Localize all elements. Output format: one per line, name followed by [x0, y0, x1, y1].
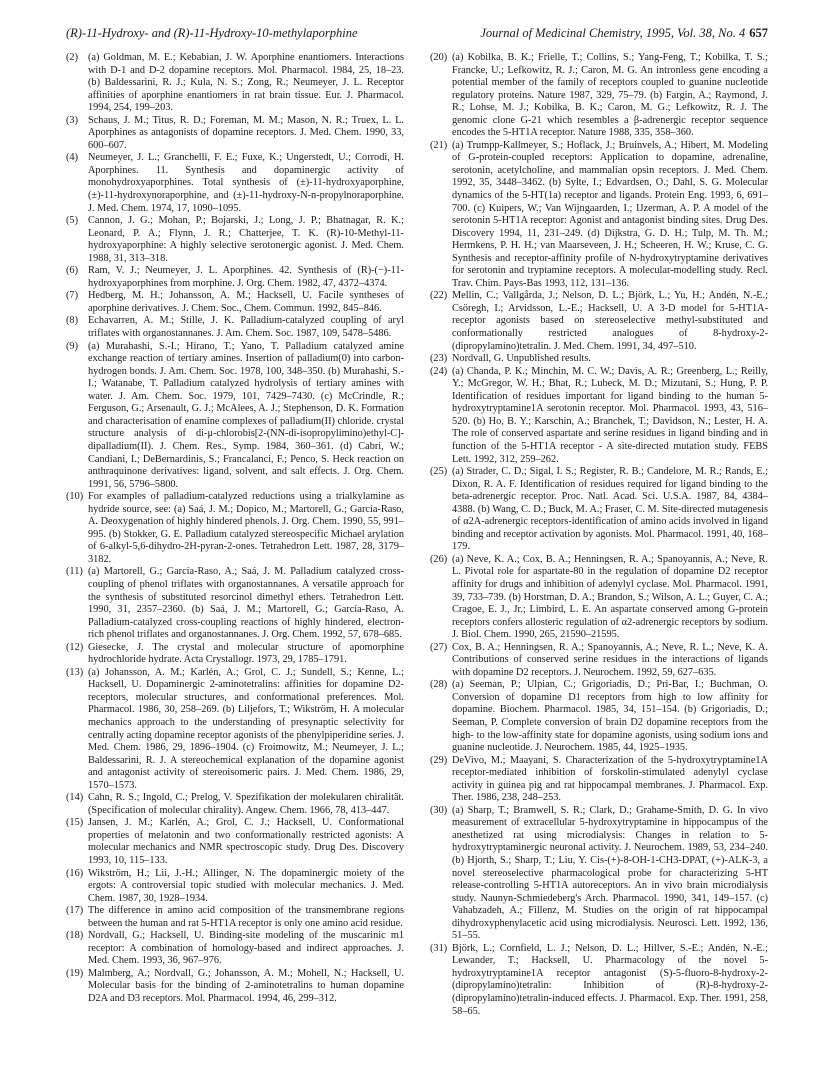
reference-number: (3): [66, 114, 79, 126]
reference-text: (a) Strader, C. D.; Sigal, I. S.; Register, R. B.; Candelore, M. R.; Rands, E.; Dixon, R. A. F. Identification of residues required for ligand binding to the beta-adrenergic receptor. Proc. Natl. Acad. Sci. U.S.A. 1987, 84, 4384–4388. (b) Wang, C. D.; Buck, M. A.; Fraser, C. M. Site-directed mutagenesis of α2A-adrenergic receptors-identification of amino acids involved in ligand binding and receptor activation by agonists. Mol. Pharmacol. 1991, 40, 168–179.: [452, 466, 769, 553]
reference-item: [66, 152, 404, 215]
page-number: 657: [749, 26, 768, 40]
reference-number: (4): [66, 152, 79, 164]
reference-item: [66, 642, 404, 667]
reference-text: Cannon, J. G.; Mohan, P.; Bojarski, J.; Long, J. P.; Bhatnagar, R. K.; Leonard, P. A.; Flynn, J. R.; Chatterjee, T. K. (R)-10-Methyl-11-hydroxyaporphine: A highly selective serotonergic agonist. J. Med. Chem. 1988, 31, 313–318.: [88, 215, 404, 264]
reference-item: [66, 905, 404, 930]
reference-item: [66, 315, 404, 340]
reference-item: [430, 805, 768, 943]
reference-number: (31): [430, 942, 448, 954]
reference-item: [430, 466, 768, 554]
reference-number: (6): [66, 265, 79, 277]
reference-item: [66, 52, 404, 115]
reference-text: (a) Martorell, G.; García-Raso, A.; Saá, J. M. Palladium catalyzed cross-coupling of phenol triflates with organostannanes. A versatile approach for the synthesis of substituted resorcinol dimethyl ethers. Tetrahedron Lett. 1990, 31, 2357–2360. (b) Saá, J. M.; Martorell, G.; García-Raso, A. Palladium-catalyzed cross-coupling reactions of highly hindered, electron-rich phenol triflates and organostannanes. J. Org. Chem. 1992, 57, 678–685.: [88, 566, 404, 641]
reference-text: Ram, V. J.; Neumeyer, J. L. Aporphines. 42. Synthesis of (R)-(−)-11-hydroxyaporphines from morphine. J. Org. Chem. 1982, 47, 4372–4374.: [88, 265, 404, 289]
left-reference-column: [66, 52, 404, 1006]
reference-item: [430, 290, 768, 353]
reference-number: (11): [66, 566, 83, 578]
reference-number: (2): [66, 52, 79, 63]
reference-number: (29): [430, 754, 448, 766]
reference-item: [430, 755, 768, 805]
reference-item: [430, 140, 768, 291]
reference-item: [66, 667, 404, 792]
right-reference-column: [430, 52, 768, 1018]
reference-text: (a) Murahashi, S.-I.; Hirano, T.; Yano, T. Palladium catalyzed amine exchange reaction of tertiary amines. Insertion of palladium(0) into carbon-hydrogen bonds. J. Am. Chem. Soc. 1978, 100, 348–350. (b) Murahashi, S.-I.; Watanabe, T. Palladium catalyzed hydrolysis of tertiary amines with water. J. Am. Chem. Soc. 1979, 101, 7429–7430. (c) McCrindle, R.; Ferguson, G.; Arsenault, G. J.; McAlees, A. J.; Stephenson, D. K. Formation and characterisation of enamine complexes of palladium(II) chloride. crystal structure analysis of di-μ-chlorobis[2-(NN-di-isopropylimino)ethyl-C]-dipalladium(II). J. Chem. Res., Symp. 1984, 360–361. (d) Cabri, W.; Candiani, I.; DeBernardinis, S.; Francalanci, F.; Penco, S. Heck reaction on anthraquinone derivatives: ligand, solvent, and salt effects. J. Org. Chem. 1991, 56, 5796–5800.: [88, 340, 404, 490]
reference-item: [430, 554, 768, 642]
reference-number: (18): [66, 930, 84, 942]
reference-number: (22): [430, 290, 448, 302]
reference-text: (a) Johansson, A. M.; Karlén, A.; Grol, C. J.; Sundell, S.; Kenne, L.; Hacksell, U. Dopaminergic 2-aminotetralins: affinities for dopamine D2-receptors, molecular structures, and conformational preferences. Mol. Pharmacol. 1986, 30, 258–269. (b) Liljefors, T.; Wikström, H. A molecular mechanics approach to the understanding of presynaptic selectivity for centrally acting dopamine receptor agonists of the phenylpiperidine series. J. Med. Chem. 1986, 29, 1896–1904. (c) Froimowitz, M.; Neumeyer, J. L.; Baldessarini, R. J. A stereochemical explanation of the dopamine agonist and antagonist activity of stereoisomeric pairs. J. Med. Chem. 1986, 29, 1570–1573.: [88, 666, 404, 791]
reference-item: [66, 868, 404, 906]
reference-text: (a) Kobilka, B. K.; Frielle, T.; Collins, S.; Yang-Feng, T.; Kobilka, T. S.; Francke, U.; Lefkowitz, R. J.; Caron, M. G. An intronless gene encoding a potential member of the family of receptors coupled to guanine nucleotide regulatory proteins. Nature 1987, 329, 75–79. (b) Fargin, A.; Raymond, J. R.; Lohse, M. J.; Kobilka, B. K.; Caron, M. G.; Lefkowitz, R. J. The genomic clone G-21 which resembles a β-adrenergic receptor sequence encodes the 5-HT1A receptor. Nature 1988, 335, 358–360.: [452, 52, 768, 139]
reference-text: Nordvall, G.; Hacksell, U. Binding-site modeling of the muscarinic m1 receptor: A combination of homology-based and indirect approaches. J. Med. Chem. 1993, 36, 967–976.: [88, 930, 404, 967]
reference-item: [430, 366, 768, 466]
reference-text: Wikström, H.; Lii, J.-H.; Allinger, N. The dopaminergic moiety of the ergots: A controversial topic studied with molecular mechanics. J. Med. Chem. 1987, 30, 1928–1934.: [88, 867, 404, 904]
reference-number: (19): [66, 967, 84, 979]
reference-text: Echavarren, A. M.; Stille, J. K. Palladium-catalyzed coupling of aryl triflates with organostannanes. J. Am. Chem. Soc. 1987, 109, 5478–5486.: [88, 315, 404, 340]
reference-text: Hedberg, M. H.; Johansson, A. M.; Hacksell, U. Facile syntheses of aporphine derivatives. J. Chem. Soc., Chem. Commun. 1992, 845–846.: [88, 290, 404, 314]
reference-item: [66, 290, 404, 315]
reference-number: (14): [66, 792, 84, 804]
reference-text: (a) Chanda, P. K.; Minchin, M. C. W.; Davis, A. R.; Greenberg, L.; Reilly, Y.; McGregor, W. H.; Bhat, R.; Lubeck, M. D.; Mizutani, S.; Hung, P. P. Identification of residues important for ligand binding to the human 5-hydroxytryptamine1A serotonin receptor. Mol. Pharmacol. 1993, 43, 516–520. (b) Ho, B. Y.; Karschin, A.; Branchek, T.; Davidson, N.; Lester, H. A. The role of conserved aspartate and serine residues in ligand binding and in function of the 5-HT1A receptor - A site-directed mutation study. FEBS Lett. 1992, 312, 259–262.: [452, 365, 768, 465]
reference-item: [66, 115, 404, 153]
reference-number: (7): [66, 290, 79, 302]
reference-number: (5): [66, 215, 79, 227]
reference-text: The difference in amino acid composition of the transmembrane regions between the human and rat 5-HT1A receptor is only one amino acid residue.: [88, 905, 404, 929]
reference-item: [430, 679, 768, 754]
reference-number: (8): [66, 315, 79, 327]
reference-text: Nordvall, G. Unpublished results.: [452, 353, 591, 365]
reference-text: For examples of palladium-catalyzed reductions using a trialkylamine as hydride source, see: (a) Saá, J. M.; Dopico, M.; Martorell, G.; García-Raso, A. Deoxygenation of highly hindered phenols. J. Org. Chem. 1990, 55, 991–995. (b) Stokker, G. E. Palladium catalyzed stereospecific Michael arylation of 6-alkyl-5,6-dihydro-2H-pyran-2-ones. Tetrahedron Lett. 1987, 28, 3179–3182.: [88, 491, 404, 565]
reference-item: [66, 491, 404, 566]
reference-item: [430, 642, 768, 680]
reference-text: (a) Trumpp-Kallmeyer, S.; Hoflack, J.; Bruinvels, A.; Hibert, M. Modeling of G-protein-coupled receptors: Application to dopamine, adrenaline, serotonin, acetylcholine, and mammalian opsin receptors. J. Med. Chem. 1992, 35, 3448–3462. (b) Sylte, I.; Edvardsen, O.; Dahl, S. G. Molecular dynamics of the 5-HT(1a) receptor and ligands. Protein Eng. 1993, 6, 691–700. (c) Kuipers, W.; Van Wijngaarden, I.; IJzerman, A. P. A model of the serotonin 5-HT1A receptor: Agonist and antagonist binding sites. Drug Des. Discovery 1994, 11, 231–249. (d) Dijkstra, G. D. H.; Tulp, M. Th. M.; Hermkens, P. H. H.; van Maarseveen, J. H.; Scheeren, H. W.; Kruse, C. G. Synthesis and receptor-affinity profile of N-hydroxytryptamine derivatives for serotonin and tryptamine receptors. A molecular-modelling study. Recl. Trav. Chim. Pays-Bas 1993, 112, 131–136.: [452, 139, 768, 289]
reference-number: (24): [430, 365, 448, 377]
reference-number: (17): [66, 905, 84, 917]
reference-number: (10): [66, 491, 84, 503]
reference-item: [430, 353, 768, 366]
reference-number: (26): [430, 553, 448, 565]
reference-number: (12): [66, 641, 84, 653]
reference-item: [66, 341, 404, 492]
reference-item: [430, 943, 768, 1018]
reference-item: [66, 968, 404, 1006]
reference-number: (23): [430, 353, 448, 365]
journal-citation: [480, 26, 768, 41]
reference-item: [66, 566, 404, 641]
reference-item: [66, 265, 404, 290]
reference-text: (a) Sharp, T.; Bramwell, S. R.; Clark, D.; Grahame-Smith, D. G. In vivo measurement of extracellular 5-hydroxytryptamine in hippocampus of the anesthetized rat using microdialysis: Changes in relation to 5-hydroxytryptaminergic neuronal activity. J. Neurochem. 1989, 53, 234–240. (b) Hjorth, S.; Sharp, T.; Liu, Y. Cis-(+)-8-OH-1-CH3-DPAT, (+)-ALK-3, a novel stereoselective pharmacological probe for characterizing 5-HT release-controlling 5-HT1A autoreceptors. An in vivo brain microdialysis study. Naunyn-Schmiedeberg's Arch. Pharmacol. 1990, 341, 149–157. (c) Vahabzadeh, A.; Fillenz, M. Studies on the origin of rat hippocampal dihydroxyphenylacetic acid using microdialysis. Neurosci. Lett. 1992, 136, 51–55.: [452, 804, 768, 942]
reference-number: (20): [430, 52, 448, 63]
reference-item: [66, 792, 404, 817]
reference-text: Jansen, J. M.; Karlén, A.; Grol, C. J.; Hacksell, U. Conformational properties of melatonin and two conformationally restricted agonists: A molecular mechanics and NMR spectroscopic study. Drug Des. Discovery 1993, 10, 115–133.: [88, 817, 404, 866]
reference-item: [66, 930, 404, 968]
reference-number: (15): [66, 817, 84, 829]
reference-number: (13): [66, 666, 84, 678]
reference-text: Björk, L.; Cornfield, L. J.; Nelson, D. L.; Hillver, S.-E.; Andén, N.-E.; Lewander, T.; Hacksell, U. Pharmacology of the novel 5-hydroxytryptamine1A receptor antagonist (S)-5-fluoro-8-hydroxy-2-(dipropylamino)tetralin: Inhibition of (R)-8-hydroxy-2-(dipropylamino)tetralin-induced effects. J. Pharmacol. Exp. Ther. 1991, 258, 58–65.: [452, 942, 768, 1017]
reference-text: DeVivo, M.; Maayani, S. Characterization of the 5-hydroxytryptamine1A receptor-mediated inhibition of forskolin-stimulated adenylyl cyclase activity in guinea pig and rat hippocampal membranes. J. Pharmacol. Exp. Ther. 1986, 238, 248–253.: [452, 754, 768, 804]
reference-text: Schaus, J. M.; Titus, R. D.; Foreman, M. M.; Mason, N. R.; Truex, L. L. Aporphines as antagonists of dopamine receptors. J. Med. Chem. 1990, 33, 600–607.: [88, 114, 404, 151]
reference-text: Neumeyer, J. L.; Granchelli, F. E.; Fuxe, K.; Ungerstedt, U.; Corrodi, H. Aporphines. 11. Synthesis and dopaminergic activity of monohydroxyaporphines. Total synthesis of (±)-11-hydroxyaporphine, (±)-11-hydroxynoraporphine, and (±)-11-hydroxy-N-n-propylnoraporphine. J. Med. Chem. 1974, 17, 1090–1095.: [88, 152, 404, 214]
reference-text: Cox, B. A.; Henningsen, R. A.; Spanoyannis, A.; Neve, R. L.; Neve, K. A. Contributions of conserved serine residues in the interactions of ligands with dopamine D2 receptors. J. Neurochem. 1992, 59, 627–635.: [452, 641, 768, 678]
reference-number: (28): [430, 679, 448, 691]
reference-text: (a) Neve, K. A.; Cox, B. A.; Henningsen, R. A.; Spanoyannis, A.; Neve, R. L. Pivotal role for aspartate-80 in the regulation of dopamine D2 receptor affinity for drugs and inhibition of adenylyl cyclase. Mol. Pharmacol. 1991, 39, 733–739. (b) Horstman, D. A.; Brandon, S.; Wilson, A. L.; Guyer, C. A.; Cragoe, E. J., Jr.; Limbird, L. E. An aspartate conserved among G-protein receptors confers allosteric regulation of α2-adrenergic receptors by sodium. J. Biol. Chem. 1990, 265, 21590–21595.: [452, 553, 768, 641]
running-header: [66, 26, 768, 46]
reference-number: (27): [430, 641, 448, 653]
reference-number: (25): [430, 466, 448, 478]
reference-text: Giesecke, J. The crystal and molecular structure of apomorphine hydrochloride hydrate. Acta Crystallogr. 1973, 29, 1785–1791.: [88, 641, 404, 666]
journal-name: Journal of Medicinal Chemistry, 1995, Vol. 38, No. 4: [480, 26, 746, 40]
reference-number: (30): [430, 804, 448, 816]
reference-item: [430, 52, 768, 140]
reference-item: [66, 215, 404, 265]
reference-text: Malmberg, A.; Nordvall, G.; Johansson, A. M.; Mohell, N.; Hacksell, U. Molecular basis for the binding of 2-aminotetralins to human dopamine D2A and D3 receptors. Mol. Pharmacol. 1994, 46, 299–312.: [88, 967, 404, 1005]
reference-item: [66, 817, 404, 867]
running-title: (R)-11-Hydroxy- and (R)-11-Hydroxy-10-methylaporphine: [66, 26, 358, 40]
reference-text: Cahn, R. S.; Ingold, C.; Prelog, V. Spezifikation der molekularen chiralität. (Specification of molecular chirality). Angew. Chem. 1966, 78, 413–447.: [88, 792, 404, 816]
reference-number: (21): [430, 139, 448, 151]
reference-text: (a) Seeman, P.; Ulpian, C.; Grigoriadis, D.; Pri-Bar, I.; Buchman, O. Conversion of dopamine D1 receptors from high to low affinity for dopamine. Biochem. Pharmacol. 1985, 34, 151–154. (b) Grigoriadis, D.; Seeman, P. Complete conversion of brain D2 dopamine receptors from the high- to the low-affinity state for dopamine agonists, using sodium ions and guanine nucleotide. J. Neurochem. 1985, 44, 1925–1935.: [452, 679, 768, 754]
reference-text: (a) Goldman, M. E.; Kebabian, J. W. Aporphine enantiomers. Interactions with D-1 and D-2 dopamine receptors. Mol. Pharmacol. 1984, 25, 18–23. (b) Baldessarini, R. J.; Kula, N. S.; Zong, R.; Neumeyer, J. L. Receptor affinities of aporphine enantiomers in rat brain tissue. Eur. J. Pharmacol. 1994, 254, 199–203.: [88, 52, 404, 114]
reference-text: Mellin, C.; Vallgårda, J.; Nelson, D. L.; Björk, L.; Yu, H.; Andén, N.-E.; Csöregh, I.; Arvidsson, L.-E.; Hacksell, U. A 3-D model for 5-HT1A-receptor agonists based on stereoselective methyl-substituted and conformationally restricted analogues of 8-hydroxy-2-(dipropylamino)tetralin. J. Med. Chem. 1991, 34, 497–510.: [452, 290, 768, 352]
reference-number: (9): [66, 340, 79, 352]
reference-number: (16): [66, 867, 84, 879]
